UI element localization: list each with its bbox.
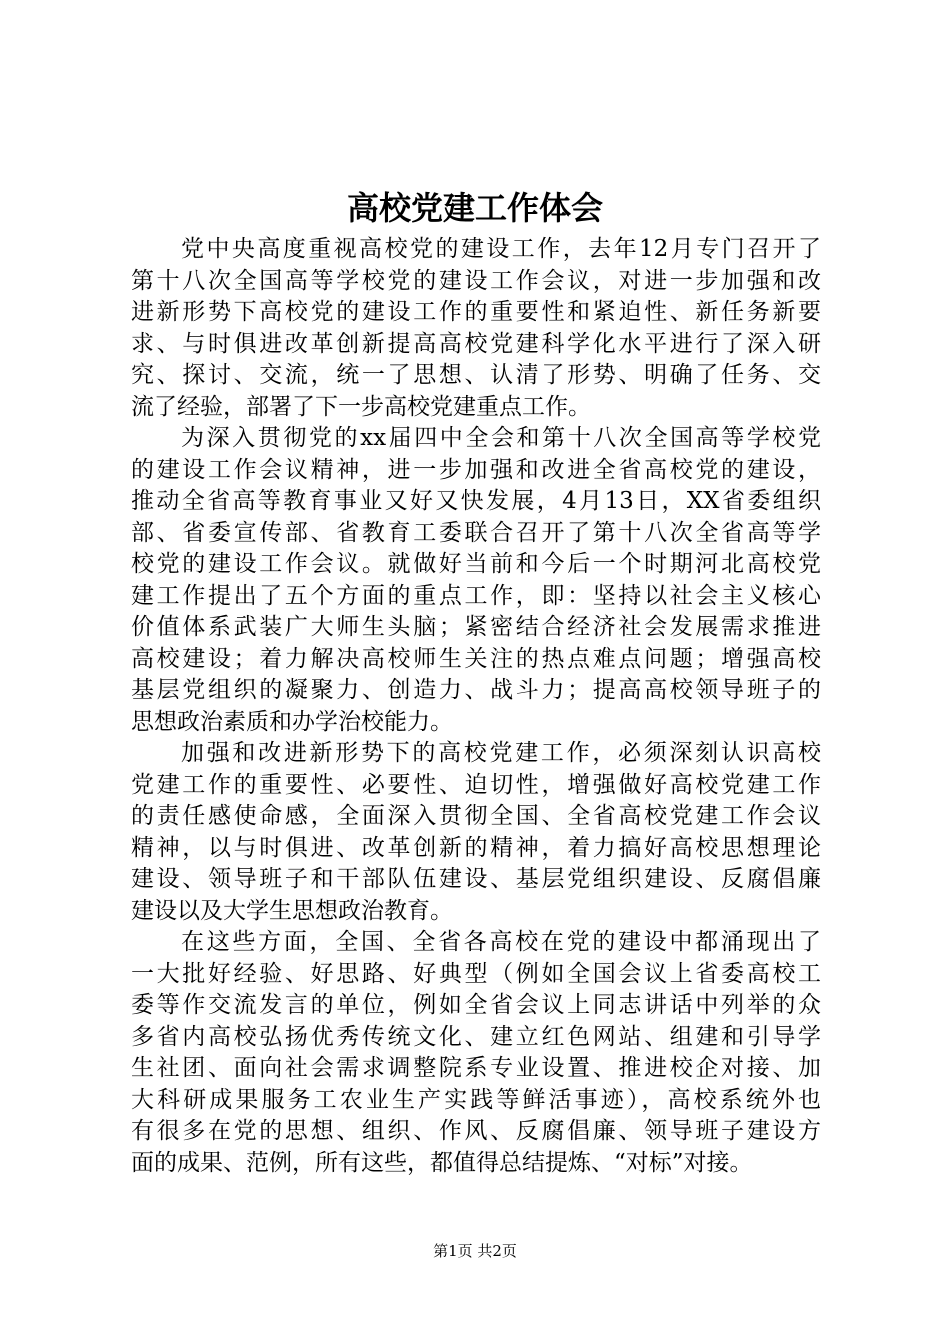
paragraph-line: 党中央高度重视高校党的建设工作，去年12月专门召开了: [181, 236, 821, 262]
document-body: [131, 234, 821, 1179]
paragraph-line: 推动全省高等教育事业又好又快发展，4月13日，XX省委组织: [131, 488, 821, 514]
paragraph-line: 第十八次全国高等学校党的建设工作会议，对进一步加强和改: [131, 267, 821, 294]
paragraph-line: 加强和改进新形势下的高校党建工作，必须深刻认识高校: [181, 740, 821, 766]
paragraph-line: 精神，以与时俱进、改革创新的精神，着力搞好高校思想理论: [131, 834, 821, 861]
paragraph-line: 委等作交流发言的单位，例如全省会议上同志讲话中列举的众: [131, 992, 821, 1018]
paragraph-line: 建设以及大学生思想政治教育。: [131, 897, 453, 924]
paragraph-line: 基层党组织的凝聚力、创造力、战斗力；提高高校领导班子的: [131, 677, 821, 703]
paragraph-line: 部、省委宣传部、省教育工委联合召开了第十八次全省高等学: [131, 519, 821, 546]
paragraph-line: 面的成果、范例，所有这些，都值得总结提炼、“对标”对接。: [131, 1149, 753, 1176]
document-title: 高校党建工作体会: [346, 189, 603, 227]
paragraph-line: 多省内高校弘扬优秀传统文化、建立红色网站、组建和引导学: [131, 1023, 821, 1050]
paragraph-line: 价值体系武装广大师生头脑；紧密结合经济社会发展需求推进: [131, 614, 821, 640]
paragraph-line: 高校建设；着力解决高校师生关注的热点难点问题；增强高校: [131, 645, 821, 672]
paragraph-line: 求、与时俱进改革创新提高高校党建科学化水平进行了深入研: [131, 330, 821, 357]
paragraph-line: 的责任感使命感，全面深入贯彻全国、全省高校党建工作会议: [131, 803, 821, 829]
paragraph-line: 建设、领导班子和干部队伍建设、基层党组织建设、反腐倡廉: [131, 866, 821, 892]
paragraph-line: 党建工作的重要性、必要性、迫切性，增强做好高校党建工作: [131, 771, 821, 798]
paragraph-line: 的建设工作会议精神，进一步加强和改进全省高校党的建设，: [131, 456, 821, 483]
paragraph-line: 在这些方面，全国、全省各高校在党的建设中都涌现出了: [181, 929, 821, 955]
paragraph-line: 校党的建设工作会议。就做好当前和今后一个时期河北高校党: [131, 551, 821, 577]
paragraph-line: 为深入贯彻党的xx届四中全会和第十八次全国高等学校党: [181, 425, 821, 451]
paragraph: [131, 927, 821, 1179]
page-footer: 第1页 共2页: [433, 1242, 517, 1260]
paragraph: [131, 234, 821, 423]
paragraph-line: 生社团、面向社会需求调整院系专业设置、推进校企对接、加: [131, 1055, 821, 1081]
paragraph-line: 流了经验，部署了下一步高校党建重点工作。: [131, 393, 591, 420]
paragraph-line: 建工作提出了五个方面的重点工作，即：坚持以社会主义核心: [131, 582, 821, 609]
paragraph-line: 究、探讨、交流，统一了思想、认清了形势、明确了任务、交: [131, 362, 821, 388]
paragraph-line: 思想政治素质和办学治校能力。: [131, 708, 453, 735]
paragraph-line: 有很多在党的思想、组织、作风、反腐倡廉、领导班子建设方: [131, 1118, 821, 1144]
paragraph: [131, 738, 821, 927]
paragraph-line: 一大批好经验、好思路、好典型（例如全国会议上省委高校工: [131, 960, 821, 987]
paragraph-line: 大科研成果服务工农业生产实践等鲜活事迹），高校系统外也: [131, 1086, 821, 1113]
paragraph: [131, 423, 821, 738]
paragraph-line: 进新形势下高校党的建设工作的重要性和紧迫性、新任务新要: [131, 299, 821, 325]
